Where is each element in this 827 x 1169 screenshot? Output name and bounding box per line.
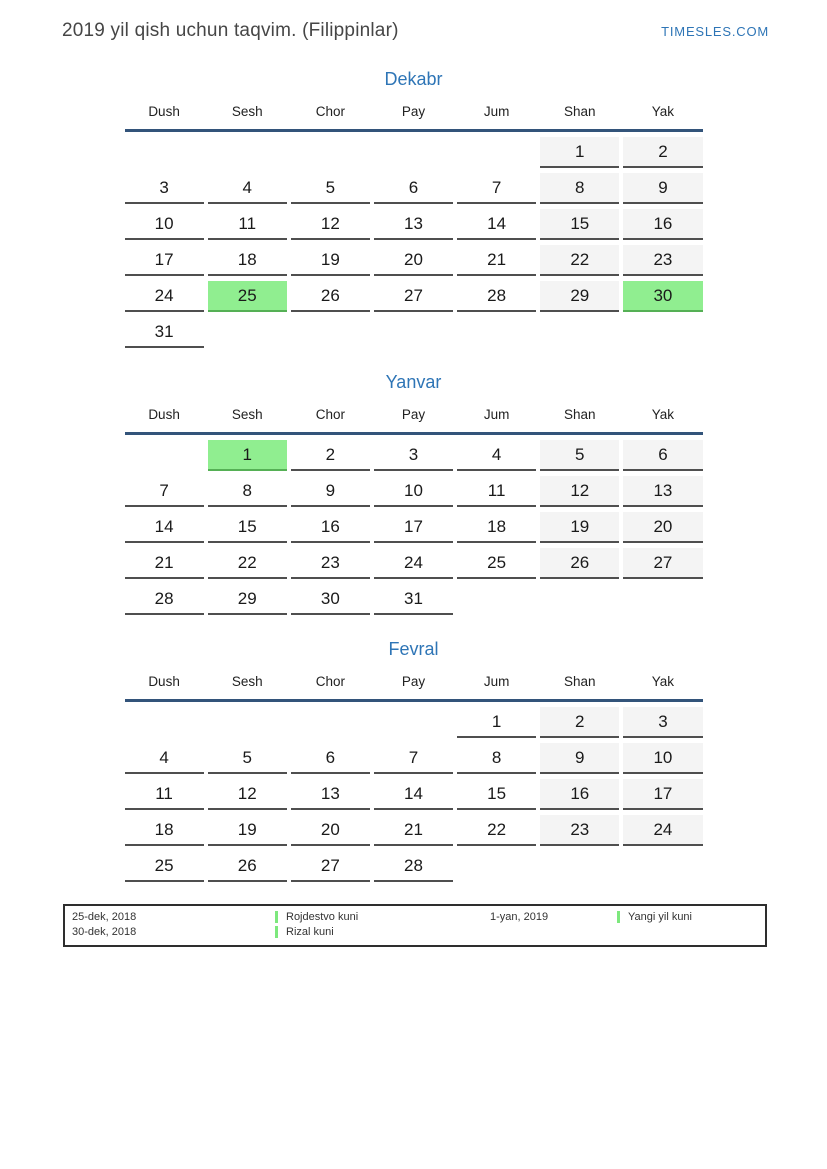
month-section-yanvar <box>0 372 827 615</box>
day-cell: 7 <box>457 173 536 204</box>
day-cell: 20 <box>374 245 453 276</box>
day-cell: 3 <box>623 707 702 738</box>
month-calendar <box>125 407 703 615</box>
month-section-fevral <box>0 639 827 882</box>
empty-cell <box>374 317 453 348</box>
day-cell: 18 <box>457 512 536 543</box>
day-cell: 7 <box>125 476 204 507</box>
legend-label: Yangi yil kuni <box>628 911 692 923</box>
day-cell: 23 <box>623 245 702 276</box>
day-cell: 1 <box>208 440 287 471</box>
day-cell: 3 <box>125 173 204 204</box>
empty-cell <box>540 584 619 615</box>
day-cell: 24 <box>374 548 453 579</box>
day-cell: 5 <box>208 743 287 774</box>
empty-cell <box>623 317 702 348</box>
day-cell: 17 <box>125 245 204 276</box>
weekday-label: Sesh <box>231 674 263 689</box>
weekday-label: Pay <box>401 104 426 119</box>
day-cell: 17 <box>374 512 453 543</box>
day-cell: 29 <box>540 281 619 312</box>
weekday-label: Chor <box>315 104 345 119</box>
weekday-row <box>125 674 703 702</box>
empty-cell <box>623 851 702 882</box>
month-title: Dekabr <box>384 69 443 89</box>
day-cell: 27 <box>291 851 370 882</box>
day-cell: 1 <box>457 707 536 738</box>
day-cell: 30 <box>623 281 702 312</box>
day-cell: 16 <box>540 779 619 810</box>
day-cell: 6 <box>291 743 370 774</box>
page-header <box>0 0 827 42</box>
day-cell: 12 <box>208 779 287 810</box>
day-cell: 15 <box>457 779 536 810</box>
empty-cell <box>291 707 370 738</box>
day-cell: 25 <box>125 851 204 882</box>
holiday-marker-icon <box>617 911 620 923</box>
legend-date: 25-dek, 2018 <box>72 911 137 923</box>
day-cell: 24 <box>623 815 702 846</box>
day-cell: 14 <box>125 512 204 543</box>
weekday-label: Pay <box>401 407 426 422</box>
day-cell: 10 <box>374 476 453 507</box>
empty-cell <box>457 317 536 348</box>
day-cell: 11 <box>208 209 287 240</box>
empty-cell <box>125 440 204 471</box>
weekday-label: Shan <box>564 104 596 119</box>
day-cell: 22 <box>457 815 536 846</box>
day-cell: 12 <box>540 476 619 507</box>
day-cell: 10 <box>125 209 204 240</box>
weekday-label: Sesh <box>231 407 263 422</box>
day-cell: 15 <box>208 512 287 543</box>
day-cell: 4 <box>125 743 204 774</box>
month-calendar <box>125 104 703 348</box>
legend-label: Rizal kuni <box>286 926 334 938</box>
day-cell: 14 <box>457 209 536 240</box>
day-cell: 2 <box>623 137 702 168</box>
legend-entry <box>275 925 490 939</box>
empty-cell <box>540 851 619 882</box>
legend-entry <box>275 910 490 924</box>
day-cell: 25 <box>457 548 536 579</box>
weekday-label: Dush <box>148 674 180 689</box>
day-cell: 28 <box>125 584 204 615</box>
day-cell: 19 <box>291 245 370 276</box>
day-cell: 9 <box>540 743 619 774</box>
empty-cell <box>623 584 702 615</box>
day-cell: 1 <box>540 137 619 168</box>
weekday-label: Jum <box>483 407 510 422</box>
day-cell: 22 <box>540 245 619 276</box>
days-grid <box>125 440 703 615</box>
day-cell: 15 <box>540 209 619 240</box>
day-cell: 18 <box>125 815 204 846</box>
day-cell: 16 <box>623 209 702 240</box>
day-cell: 20 <box>291 815 370 846</box>
legend-grid <box>72 910 765 939</box>
day-cell: 6 <box>623 440 702 471</box>
empty-cell <box>208 137 287 168</box>
day-cell: 21 <box>457 245 536 276</box>
day-cell: 24 <box>125 281 204 312</box>
legend-empty-cell <box>490 925 617 939</box>
month-title: Yanvar <box>385 372 442 392</box>
legend-box <box>63 904 767 947</box>
day-cell: 3 <box>374 440 453 471</box>
empty-cell <box>457 851 536 882</box>
day-cell: 11 <box>125 779 204 810</box>
day-cell: 11 <box>457 476 536 507</box>
site-link[interactable]: TIMESLES.COM <box>661 24 769 39</box>
day-cell: 22 <box>208 548 287 579</box>
legend-date: 30-dek, 2018 <box>72 926 137 938</box>
weekday-row <box>125 407 703 435</box>
day-cell: 13 <box>374 209 453 240</box>
day-cell: 4 <box>457 440 536 471</box>
legend-entry <box>617 910 765 924</box>
day-cell: 21 <box>125 548 204 579</box>
weekday-label: Sesh <box>231 104 263 119</box>
empty-cell <box>457 137 536 168</box>
weekday-label: Yak <box>651 104 675 119</box>
legend-label: Rojdestvo kuni <box>286 911 359 923</box>
month-section-dekabr <box>0 69 827 348</box>
day-cell: 19 <box>208 815 287 846</box>
weekday-label: Yak <box>651 407 675 422</box>
day-cell: 9 <box>623 173 702 204</box>
day-cell: 29 <box>208 584 287 615</box>
day-cell: 27 <box>374 281 453 312</box>
day-cell: 20 <box>623 512 702 543</box>
days-grid <box>125 137 703 348</box>
day-cell: 9 <box>291 476 370 507</box>
day-cell: 27 <box>623 548 702 579</box>
legend-date: 1-yan, 2019 <box>490 911 549 923</box>
day-cell: 14 <box>374 779 453 810</box>
day-cell: 28 <box>457 281 536 312</box>
empty-cell <box>540 317 619 348</box>
day-cell: 2 <box>291 440 370 471</box>
empty-cell <box>291 317 370 348</box>
weekday-label: Chor <box>315 407 345 422</box>
day-cell: 19 <box>540 512 619 543</box>
day-cell: 26 <box>540 548 619 579</box>
day-cell: 30 <box>291 584 370 615</box>
empty-cell <box>208 707 287 738</box>
day-cell: 16 <box>291 512 370 543</box>
month-calendar <box>125 674 703 882</box>
day-cell: 21 <box>374 815 453 846</box>
empty-cell <box>374 707 453 738</box>
day-cell: 13 <box>623 476 702 507</box>
month-title: Fevral <box>388 639 439 659</box>
empty-cell <box>125 137 204 168</box>
weekday-label: Dush <box>148 104 180 119</box>
empty-cell <box>125 707 204 738</box>
weekday-label: Shan <box>564 674 596 689</box>
day-cell: 2 <box>540 707 619 738</box>
day-cell: 23 <box>291 548 370 579</box>
day-cell: 26 <box>208 851 287 882</box>
day-cell: 8 <box>540 173 619 204</box>
weekday-label: Jum <box>483 104 510 119</box>
empty-cell <box>291 137 370 168</box>
day-cell: 4 <box>208 173 287 204</box>
day-cell: 8 <box>208 476 287 507</box>
day-cell: 18 <box>208 245 287 276</box>
weekday-label: Shan <box>564 407 596 422</box>
day-cell: 12 <box>291 209 370 240</box>
day-cell: 28 <box>374 851 453 882</box>
day-cell: 31 <box>125 317 204 348</box>
weekday-row <box>125 104 703 132</box>
weekday-label: Dush <box>148 407 180 422</box>
day-cell: 23 <box>540 815 619 846</box>
day-cell: 6 <box>374 173 453 204</box>
holiday-marker-icon <box>275 926 278 938</box>
day-cell: 5 <box>291 173 370 204</box>
holiday-marker-icon <box>275 911 278 923</box>
day-cell: 31 <box>374 584 453 615</box>
day-cell: 10 <box>623 743 702 774</box>
empty-cell <box>208 317 287 348</box>
weekday-label: Chor <box>315 674 345 689</box>
day-cell: 25 <box>208 281 287 312</box>
weekday-label: Jum <box>483 674 510 689</box>
day-cell: 5 <box>540 440 619 471</box>
day-cell: 13 <box>291 779 370 810</box>
days-grid <box>125 707 703 882</box>
day-cell: 26 <box>291 281 370 312</box>
legend-empty-cell <box>617 925 765 939</box>
page-title: 2019 yil qish uchun taqvim. (Filippinlar) <box>62 20 399 41</box>
empty-cell <box>374 137 453 168</box>
day-cell: 7 <box>374 743 453 774</box>
weekday-label: Yak <box>651 674 675 689</box>
day-cell: 8 <box>457 743 536 774</box>
weekday-label: Pay <box>401 674 426 689</box>
empty-cell <box>457 584 536 615</box>
day-cell: 17 <box>623 779 702 810</box>
